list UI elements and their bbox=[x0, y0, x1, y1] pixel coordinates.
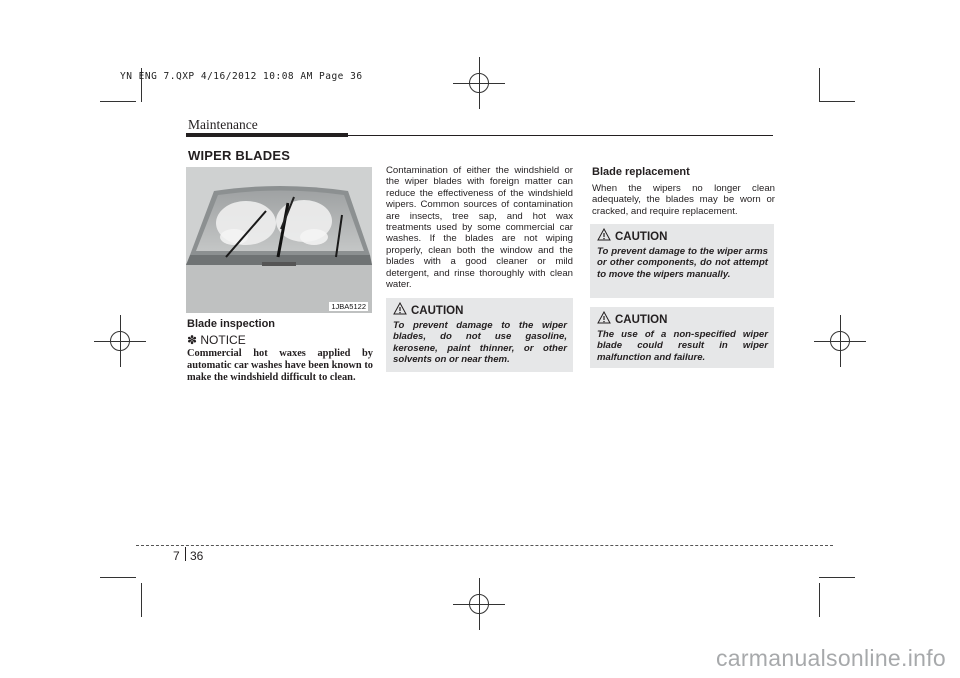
windshield-illustration bbox=[186, 167, 372, 313]
crop-mark bbox=[819, 68, 820, 102]
caution-box-nonspecified bbox=[590, 307, 774, 368]
crop-mark bbox=[819, 583, 820, 617]
caution-box-solvents bbox=[386, 298, 573, 372]
print-slug: YN ENG 7.QXP 4/16/2012 10:08 AM Page 36 bbox=[120, 71, 363, 82]
notice-body: Commercial hot waxes applied by automatic car washes have been known to make the windshield difficult to clean. bbox=[187, 348, 373, 383]
title-rule-thin bbox=[348, 135, 773, 136]
page-number-separator bbox=[185, 547, 186, 561]
section-title: Maintenance bbox=[188, 117, 258, 132]
page-heading: WIPER BLADES bbox=[188, 148, 291, 163]
windshield-wiper-photo bbox=[186, 167, 372, 313]
warning-triangle-icon bbox=[393, 302, 407, 315]
caution-body: To prevent damage to the wiper arms or other components, do not attempt to move the wipers manually. bbox=[597, 246, 768, 280]
blade-replacement-section bbox=[592, 165, 775, 217]
blade-inspection-section bbox=[187, 317, 373, 384]
crop-mark bbox=[141, 583, 142, 617]
page-number: 36 bbox=[190, 549, 204, 563]
crop-mark bbox=[100, 101, 136, 102]
warning-triangle-icon bbox=[597, 228, 611, 241]
blade-inspection-heading: Blade inspection bbox=[187, 318, 276, 330]
registration-mark-bottom bbox=[465, 590, 493, 618]
caution-title: CAUTION bbox=[615, 314, 668, 326]
blade-replacement-heading: Blade replacement bbox=[592, 166, 690, 178]
footer-rule bbox=[136, 545, 833, 546]
caution-body: The use of a non-specified wiper blade could result in wiper malfunction and failure. bbox=[597, 329, 768, 363]
caution-box-manual bbox=[590, 224, 774, 298]
notice-title: ✽ NOTICE bbox=[187, 333, 246, 347]
caution-body: To prevent damage to the wiper blades, do not use gasoline, kerosene, paint thinner, or other solvents on or near them. bbox=[393, 320, 567, 366]
chapter-number: 7 bbox=[173, 549, 180, 563]
registration-mark-right bbox=[826, 327, 854, 355]
registration-mark-top bbox=[465, 69, 493, 97]
title-rule-thick bbox=[186, 133, 348, 137]
caution-title: CAUTION bbox=[411, 305, 464, 317]
figure-code: 1JBA5122 bbox=[331, 302, 366, 311]
warning-triangle-icon bbox=[597, 311, 611, 324]
crop-mark bbox=[100, 577, 136, 578]
contamination-column bbox=[386, 165, 573, 290]
blade-replacement-text: When the wipers no longer clean adequately, the blades may be worn or cracked, and require replacement. bbox=[592, 183, 775, 217]
watermark: carmanualsonline.info bbox=[715, 645, 946, 671]
contamination-text: Contamination of either the windshield or the wiper blades with foreign matter can reduce the effectiveness of the windshield wipers. Common sources of contamination are insects, tree sap, and hot wax treatments used by some commercial car washes. If the blades are not wiping properly, clean both the window and the blades with a good cleaner or mild detergent, and rinse thoroughly with clean water. bbox=[386, 165, 573, 291]
crop-mark bbox=[819, 101, 855, 102]
caution-title: CAUTION bbox=[615, 231, 668, 243]
registration-mark-left bbox=[106, 327, 134, 355]
crop-mark bbox=[819, 577, 855, 578]
